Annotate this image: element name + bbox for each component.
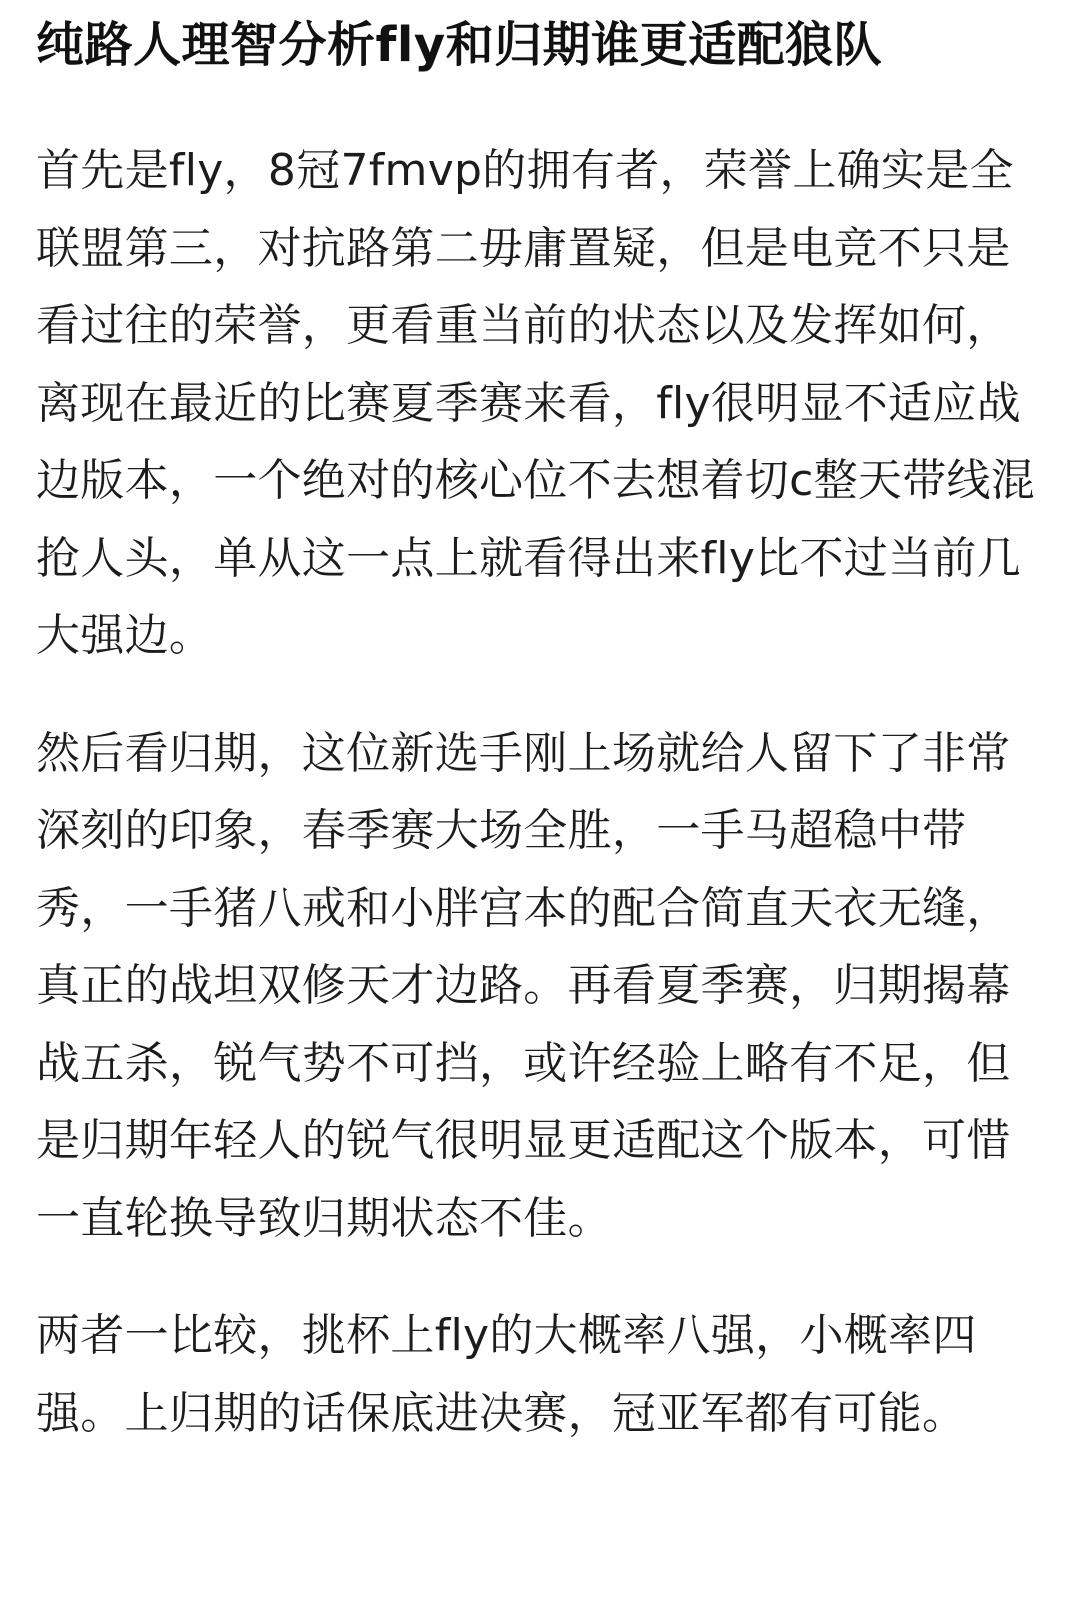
paragraph-guiqi-analysis: 然后看归期，这位新选手刚上场就给人留下了非常深刻的印象，春季赛大场全胜，一手马超稳中带秀，一手猪八戒和小胖宫本的配合简直天衣无缝，真正的战坦双修天才边路。再看夏季赛，归期揭幕战五杀，锐气势不可挡，或许经验上略有不足，但是归期年轻人的锐气很明显更适配这个版本，可惜一直轮换导致归期状态不佳。 <box>36 727 1011 1244</box>
paragraph-fly-analysis: 首先是fly，8冠7fmvp的拥有者，荣誉上确实是全联盟第三，对抗路第二毋庸置疑，但是电竞不只是看过往的荣誉，更看重当前的状态以及发挥如何，离现在最近的比赛夏季赛来看，fly很明显不适应战边版本，一个绝对的核心位不去想着切c整天带线混抢人头，单从这一点上就看得出来fly比不过当前几大强边。 <box>36 145 1036 661</box>
post-body <box>36 132 1050 1452</box>
post-title: 纯路人理智分析fly和归期谁更适配狼队 <box>36 17 883 73</box>
paragraph-conclusion: 两者一比较，挑杯上fly的大概率八强，小概率四强。上归期的话保底进决赛，冠亚军都有可能。 <box>36 1310 977 1439</box>
